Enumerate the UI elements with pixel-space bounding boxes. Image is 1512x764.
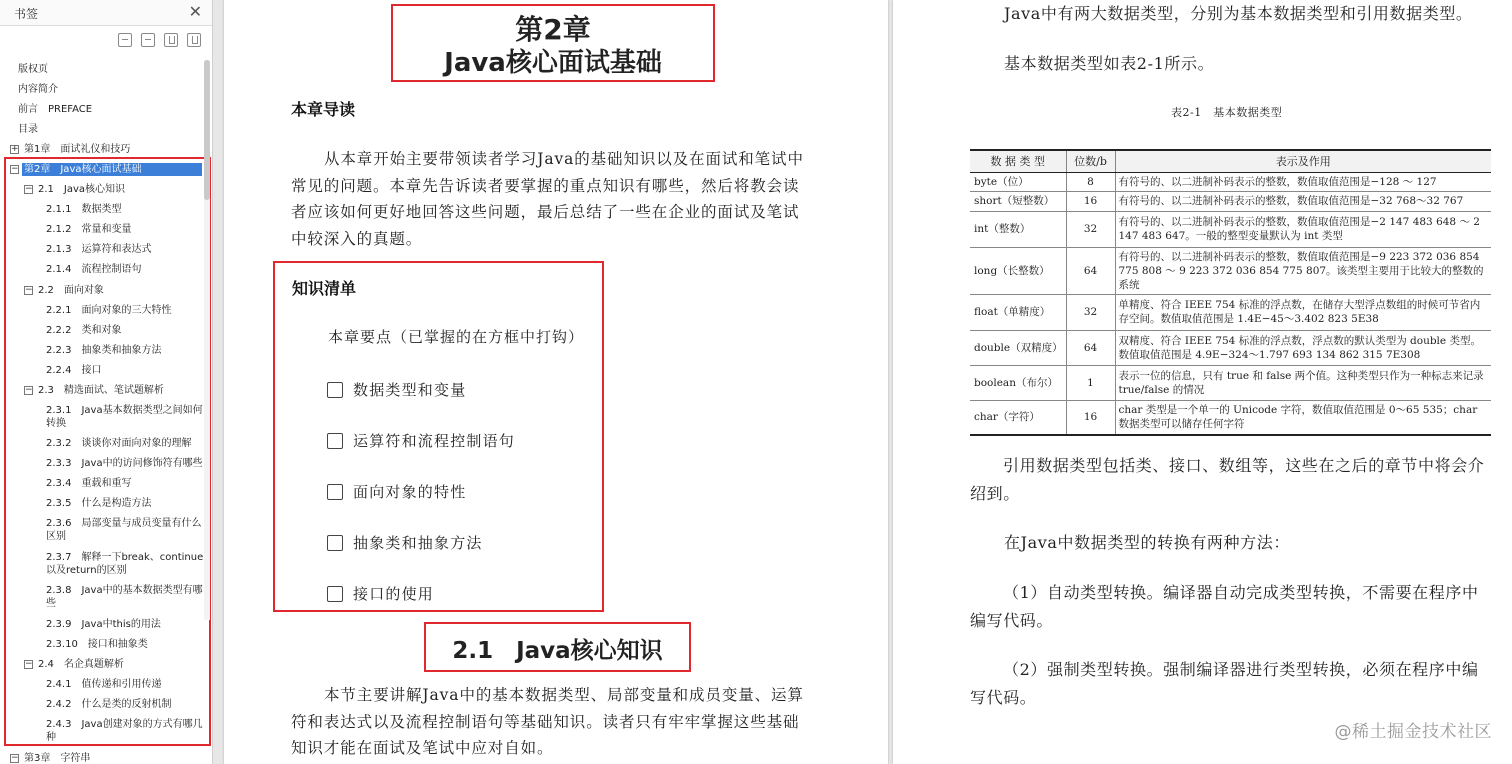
table-row [970, 211, 1491, 247]
collapse-icon[interactable]: − [25, 184, 33, 194]
data-types-table [970, 149, 1491, 436]
toc-item-2-2-3[interactable]: 2.2.3 抽象类和抽象方法 [46, 345, 162, 356]
toc-item-2-3-3[interactable]: 2.3.3 Java中的访问修饰符有哪些 [46, 458, 203, 469]
table-cell: 有符号的、以二进制补码表示的整数，数值取值范围是−9 223 372 036 854 775 808 ～ 9 223 372 036 854 775 807。该类型主要用于比较大的整数的系统 [1115, 247, 1491, 294]
knowledge-checklist [273, 261, 604, 612]
table-cell: 单精度、符合 IEEE 754 标准的浮点数，在储存大型浮点数组的时候可节省内存空间。数值取值范围是 1.4E−45～3.402 823 5E38 [1115, 294, 1491, 330]
table-cell: float（单精度） [970, 294, 1066, 330]
guide-paragraph: 从本章开始主要带领读者学习Java的基础知识以及在面试和笔试中常见的问题。本章先告诉读者要掌握的重点知识有哪些，然后将教会读者应该如何更好地回答这些问题，最后总结了一些在企业的面试及笔试中较深入的真题。 [291, 150, 804, 248]
toc-item-ch3[interactable]: 第3章 字符串 [24, 753, 91, 764]
toc-item-2-1-1[interactable]: 2.1.1 数据类型 [46, 204, 122, 215]
toc-item-2-3[interactable]: 2.3 精选面试、笔试题解析 [38, 385, 164, 396]
toc-item-2-1[interactable]: 2.1 Java核心知识 [38, 184, 126, 195]
conversion-paragraph: 在Java中数据类型的转换有两种方法： [1004, 533, 1290, 552]
table-cell: 64 [1066, 247, 1115, 294]
table-cell: 64 [1066, 330, 1115, 365]
toc-item-2-3-7[interactable]: 2.3.7 解释一下break、continue以及return的区别 [46, 552, 204, 576]
toc-item-2-3-2[interactable]: 2.3.2 谈谈你对面向对象的理解 [46, 438, 192, 449]
toc-item-2-2-2[interactable]: 2.2.2 类和对象 [46, 325, 122, 336]
table-cell: short（短整数） [970, 191, 1066, 211]
table-cell: 有符号的、以二进制补码表示的整数，数值取值范围是−128 ～ 127 [1115, 172, 1491, 191]
toc-item-2-2-4[interactable]: 2.2.4 接口 [46, 365, 102, 376]
table-cell: 1 [1066, 365, 1115, 400]
table-cell: 32 [1066, 294, 1115, 330]
guide-heading: 本章导读 [291, 100, 356, 119]
document-page-right [893, 0, 1512, 764]
checkbox[interactable] [327, 382, 343, 398]
toc-item-2-2-1[interactable]: 2.2.1 面向对象的三大特性 [46, 305, 172, 316]
table-cell: 表示一位的信息，只有 true 和 false 两个值。这种类型只作为一种标志来记录 true/false 的情况 [1115, 365, 1491, 400]
checklist-label: 运算符和流程控制语句 [353, 432, 516, 450]
chapter-title-box [391, 4, 715, 82]
table-row [970, 191, 1491, 211]
table-cell: char 类型是一个单一的 Unicode 字符，数值取值范围是 0～65 535；char 数据类型可以储存任何字符 [1115, 400, 1491, 435]
section-title: 2.1 Java核心知识 [452, 638, 663, 664]
collapse-icon[interactable]: − [11, 164, 19, 174]
reference-types-paragraph: 引用数据类型包括类、接口、数组等，这些在之后的章节中将会介绍到。 [970, 456, 1485, 503]
toc-item-2-3-6[interactable]: 2.3.6 局部变量与成员变量有什么区别 [46, 518, 202, 542]
chapter-number: 第2章 [515, 13, 591, 46]
add-bookmark-icon[interactable] [164, 33, 178, 47]
checklist-label: 抽象类和抽象方法 [353, 534, 483, 552]
table-cell: 有符号的、以二进制补码表示的整数，数值取值范围是−32 768～32 767 [1115, 191, 1491, 211]
table-ref-line: 基本数据类型如表2-1所示。 [1004, 54, 1215, 73]
toc-item-copyright[interactable]: 版权页 [18, 64, 48, 75]
toc-item-2-2[interactable]: 2.2 面向对象 [38, 285, 104, 296]
close-icon[interactable]: ✕ [188, 2, 202, 21]
collapse-icon[interactable]: − [11, 753, 19, 763]
forced-conversion-paragraph: （2）强制类型转换。强制编译器进行类型转换，必须在程序中编写代码。 [970, 660, 1479, 707]
sidebar-title: 书签 [14, 7, 39, 21]
toc-item-2-3-10[interactable]: 2.3.10 接口和抽象类 [46, 639, 148, 650]
table-cell: byte（位） [970, 172, 1066, 191]
checkbox[interactable] [327, 484, 343, 500]
toc-item-2-3-4[interactable]: 2.3.4 重载和重写 [46, 478, 132, 489]
table-row [970, 365, 1491, 400]
scrollbar-thumb[interactable] [204, 60, 210, 200]
table-header: 表示及作用 [1115, 150, 1491, 172]
checklist-intro: 本章要点（已掌握的在方框中打钩） [328, 328, 585, 346]
table-header-row [970, 150, 1491, 172]
table-cell: 32 [1066, 211, 1115, 247]
bookmark-icon[interactable] [187, 33, 201, 47]
toc-item-preface[interactable]: 前言 PREFACE [18, 104, 93, 115]
table-row [970, 400, 1491, 435]
intro-line: Java中有两大数据类型，分别为基本数据类型和引用数据类型。 [1004, 4, 1473, 23]
toc-item-ch1[interactable]: 第1章 面试礼仪和技巧 [24, 144, 131, 155]
toc-item-2-1-3[interactable]: 2.1.3 运算符和表达式 [46, 244, 152, 255]
toc-item-2-3-8[interactable]: 2.3.8 Java中的基本数据类型有哪些 [46, 585, 203, 609]
checklist-label: 面向对象的特性 [353, 483, 467, 501]
toc-item-2-3-5[interactable]: 2.3.5 什么是构造方法 [46, 498, 152, 509]
collapse-icon[interactable]: − [25, 385, 33, 395]
table-cell: int（整数） [970, 211, 1066, 247]
table-cell: 8 [1066, 172, 1115, 191]
checklist-heading: 知识清单 [292, 279, 357, 298]
toc-item-ch2[interactable]: 第2章 Java核心面试基础 [22, 163, 202, 176]
checkbox[interactable] [327, 586, 343, 602]
collapse-all-icon[interactable] [118, 33, 132, 47]
sidebar-header [0, 0, 212, 26]
table-cell: 双精度、符合 IEEE 754 标准的浮点数，浮点数的默认类型为 double 类型。数值取值范围是 4.9E−324～1.797 693 134 862 315 7E308 [1115, 330, 1491, 365]
toc-item-2-4-3[interactable]: 2.4.3 Java创建对象的方式有哪几种 [46, 719, 203, 743]
table-row [970, 172, 1491, 191]
bookmark-sidebar [0, 0, 213, 764]
sidebar-scrollbar[interactable] [204, 60, 210, 620]
table-cell: 16 [1066, 191, 1115, 211]
toc-item-2-3-1[interactable]: 2.3.1 Java基本数据类型之间如何转换 [46, 405, 203, 429]
checklist-label: 数据类型和变量 [353, 381, 467, 399]
toc-item-contents[interactable]: 目录 [18, 124, 38, 135]
toc-item-2-4[interactable]: 2.4 名企真题解析 [38, 659, 124, 670]
table-cell: char（字符） [970, 400, 1066, 435]
toc-item-intro[interactable]: 内容简介 [18, 84, 58, 95]
checklist-label: 接口的使用 [353, 585, 435, 603]
table-cell: boolean（布尔） [970, 365, 1066, 400]
toc-item-2-4-2[interactable]: 2.4.2 什么是类的反射机制 [46, 699, 172, 710]
collapse-icon[interactable]: − [25, 285, 33, 295]
checkbox[interactable] [327, 433, 343, 449]
table-row [970, 330, 1491, 365]
expand-icon[interactable]: + [11, 144, 19, 154]
table-cell: long（长整数） [970, 247, 1066, 294]
toc-item-2-4-1[interactable]: 2.4.1 值传递和引用传递 [46, 679, 162, 690]
checkbox[interactable] [327, 535, 343, 551]
toc-item-2-1-2[interactable]: 2.1.2 常量和变量 [46, 224, 132, 235]
table-cell: 有符号的、以二进制补码表示的整数，数值取值范围是−2 147 483 648 ～ 2 147 483 647。一般的整型变量默认为 int 类型 [1115, 211, 1491, 247]
watermark: @稀土掘金技术社区 [1334, 722, 1492, 742]
table-row [970, 247, 1491, 294]
collapse-icon[interactable]: − [25, 659, 33, 669]
section-title-box [424, 622, 691, 672]
table-header: 数 据 类 型 [970, 150, 1066, 172]
toc-item-2-3-9[interactable]: 2.3.9 Java中this的用法 [46, 619, 161, 630]
sidebar-toolbar [0, 30, 212, 50]
table-cell: double（双精度） [970, 330, 1066, 365]
auto-conversion-paragraph: （1）自动类型转换。编译器自动完成类型转换，不需要在程序中编写代码。 [970, 583, 1479, 630]
toc-item-2-1-4[interactable]: 2.1.4 流程控制语句 [46, 264, 142, 275]
table-row [970, 294, 1491, 330]
section-paragraph: 本节主要讲解Java中的基本数据类型、局部变量和成员变量、运算符和表达式以及流程控制语句等基础知识。读者只有牢牢掌握这些基础知识才能在面试及笔试中应对自如。 [291, 686, 804, 757]
expand-all-icon[interactable] [141, 33, 155, 47]
table-cell: 16 [1066, 400, 1115, 435]
chapter-title: Java核心面试基础 [444, 48, 662, 78]
document-page-left [224, 0, 888, 764]
table-header: 位数/b [1066, 150, 1115, 172]
table-caption: 表2-1 基本数据类型 [1171, 106, 1283, 119]
